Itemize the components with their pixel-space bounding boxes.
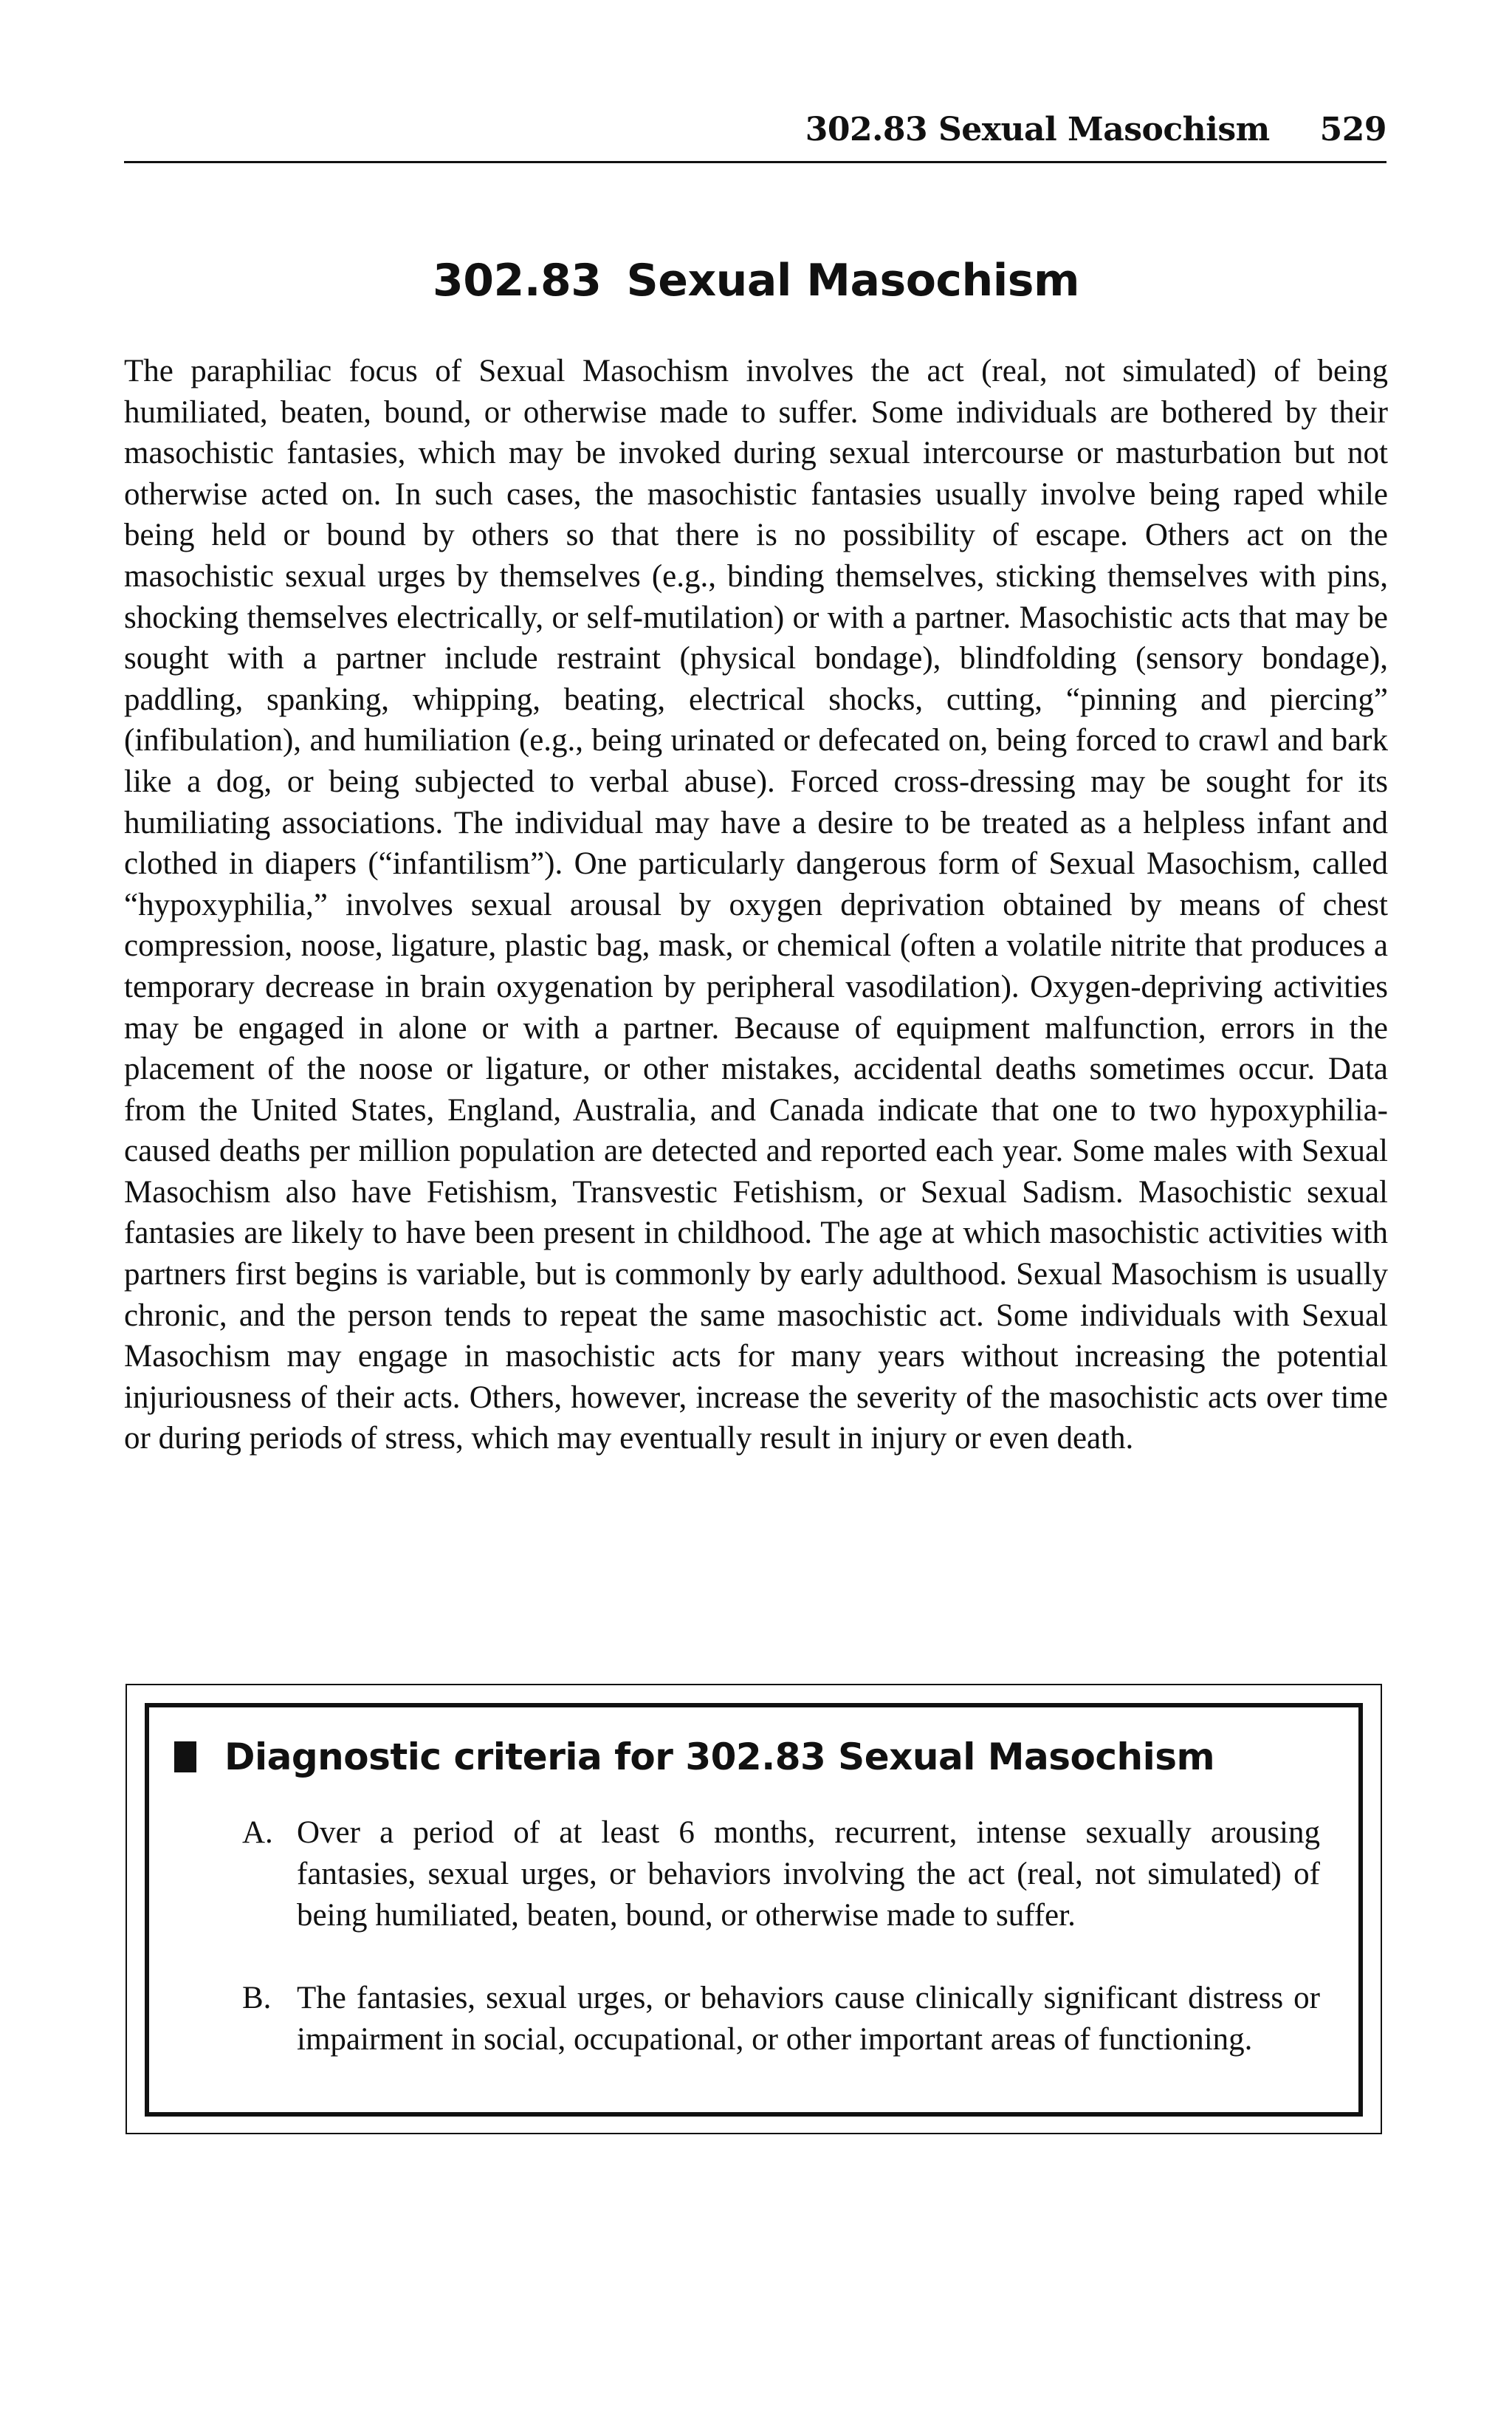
running-head-title: 302.83 Sexual Masochism	[805, 111, 1270, 148]
section-title	[0, 255, 1512, 306]
header-rule	[124, 161, 1386, 163]
square-bullet-icon	[174, 1741, 196, 1772]
criterion-letter: B.	[242, 1981, 272, 2015]
running-head	[124, 111, 1386, 148]
criterion-text: The fantasies, sexual urges, or behaviors cause clinically significant distress or impairment in social, occupational, or other important areas of functioning.	[297, 1981, 1320, 2057]
body-paragraph: The paraphiliac focus of Sexual Masochism involves the act (real, not simulated) of being humiliated, beaten, bound, or otherwise made to suffer. Some individuals are bothered by their masochistic fantasies, which may be invoked during sexual intercourse or masturbation but not otherwise acted on. In such cases, the masochistic fantasies usually involve being raped while being held or bound by others so that there is no possibility of escape. Others act on the masochistic sexual urges by themselves (e.g., binding themselves, sticking themselves with pins, shocking themselves electrically, or self-mutilation) or with a partner. Masochistic acts that may be sought with a partner include restraint (physical bondage), blindfolding (sensory bondage), paddling, spanking, whipping, beating, electrical shocks, cutting, “pinning and piercing” (infibulation), and humiliation (e.g., being urinated or defecated on, being forced to crawl and bark like a dog, or being subjected to verbal abuse). Forced cross-dressing may be sought for its humiliating associations. The individual may have a desire to be treated as a helpless infant and clothed in diapers (“infantilism”). One particularly dangerous form of Sexual Masochism, called “hypoxyphilia,” involves sexual arousal by oxygen deprivation obtained by means of chest compression, noose, ligature, plastic bag, mask, or chemical (often a volatile nitrite that produces a temporary decrease in brain oxygenation by peripheral vasodilation). Oxygen-depriving activities may be engaged in alone or with a partner. Because of equipment malfunction, errors in the placement of the noose or ligature, or other mistakes, accidental deaths sometimes occur. Data from the United States, England, Australia, and Canada indicate that one to two hypoxyphilia-caused deaths per million population are detected and reported each year. Some males with Sexual Masochism also have Fetishism, Transvestic Fetishism, or Sexual Sadism. Masochistic sexual fantasies are likely to have been present in childhood. The age at which masochistic activities with partners first begins is variable, but is commonly by early adulthood. Sexual Masochism is usually chronic, and the person tends to repeat the same masochistic act. Some individuals with Sexual Masochism may engage in masochistic acts for many years without increasing the potential injuriousness of their acts. Others, however, increase the severity of the masochistic acts over time or during periods of stress, which may eventually result in injury or even death.	[124, 354, 1388, 1456]
section-name: Sexual Masochism	[626, 255, 1080, 306]
criterion-b	[242, 1978, 1320, 2060]
page-number: 529	[1319, 111, 1386, 148]
criteria-list	[242, 1812, 1320, 2102]
criterion-a	[242, 1812, 1320, 1936]
body-text	[124, 351, 1388, 1459]
criteria-heading	[174, 1735, 1214, 1778]
section-code: 302.83	[432, 255, 602, 306]
criteria-heading-text: Diagnostic criteria for 302.83 Sexual Masochism	[224, 1735, 1215, 1778]
criterion-text: Over a period of at least 6 months, recurrent, intense sexually arousing fantasies, sexual urges, or behaviors involving the act (real, not simulated) of being humiliated, beaten, bound, or otherwise made to suffer.	[297, 1815, 1320, 1933]
criterion-letter: A.	[242, 1815, 273, 1850]
